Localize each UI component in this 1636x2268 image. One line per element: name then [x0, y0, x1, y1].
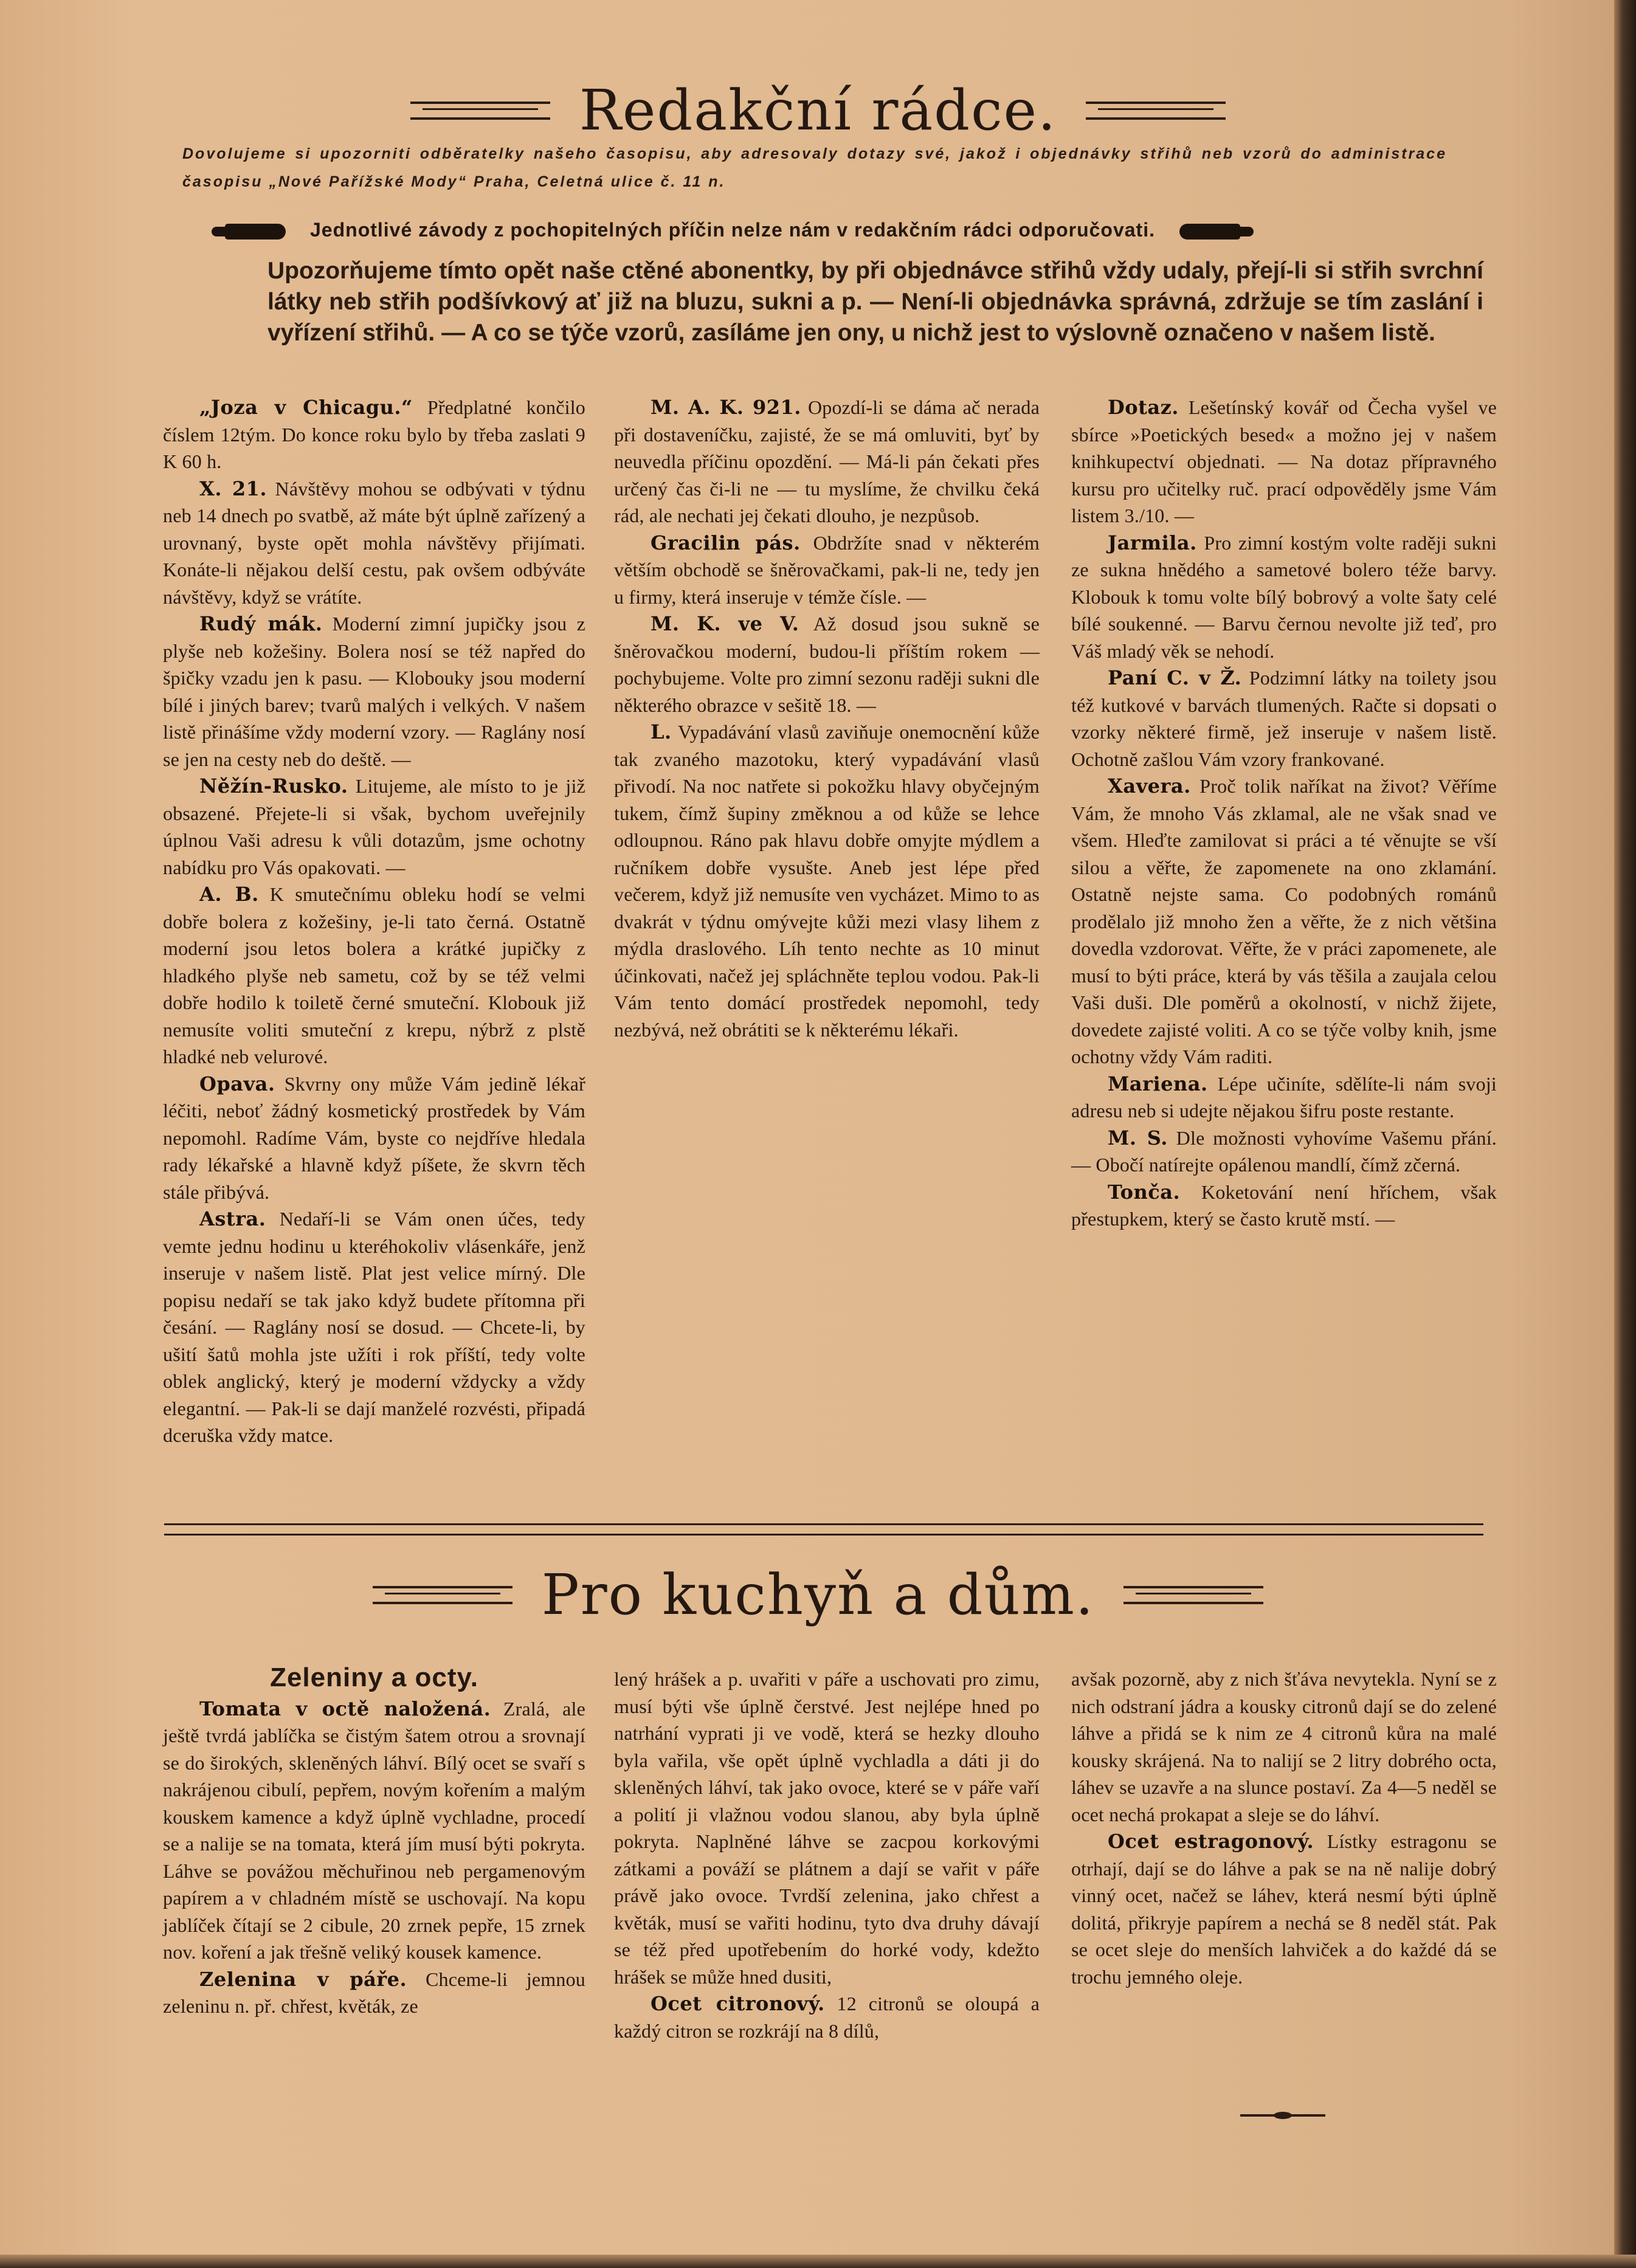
ornament-rule-left — [373, 1586, 513, 1604]
kitchen-column-1 — [163, 1664, 585, 2020]
section-title: Pro kuchyň a dům. — [541, 1562, 1095, 1627]
recipe-heading: Ocet estragonový. — [1108, 1830, 1314, 1853]
masthead-redakcni-radce — [0, 78, 1636, 143]
entry-paragraph — [163, 1070, 585, 1206]
rubric-column-2 — [614, 394, 1040, 1043]
entry-paragraph — [614, 529, 1040, 611]
entry-text: Skvrny ony může Vám jedině lékař léčiti, neboť žádný kosmetický prostředek by Vám nepomohl. Radíme Vám, byste co nejdříve hledala rady lékařské a hlavně když píšete, že skvrn těch stále přibývá. — [163, 1072, 585, 1203]
rubric-column-3 — [1071, 394, 1497, 1233]
entry-heading: Opava. — [199, 1072, 275, 1095]
entry-text: Opozdí-li se dáma ač nerada při dostaveníčku, zajisté, že se má omluviti, byť by neuvedla příčinu opozdění. — Má-li pán čekati přes určený čas či-li ne — tu myslíme, že chvilku čeká rád, ale nechati jej čekati dlouho, je nezpůsob. — [614, 396, 1040, 526]
entry-heading: Gracilin pás. — [651, 531, 801, 554]
ornament-rule-right — [1123, 1586, 1263, 1604]
page-bottom-edge — [0, 2255, 1636, 2268]
entry-text: Koketování není hříchem, však přestupkem, který se často krutě mstí. — — [1071, 1181, 1497, 1230]
entry-heading: „Joza v Chicagu.“ — [199, 396, 413, 419]
entry-text: Nedaří-li se Vám onen účes, tedy vemte jednu hodinu u kteréhokoliv vlásenkáře, jenž inseruje v našem listě. Plat jest velice mírný. Dle popisu nedaří se tak jako když budete přítomna při česání. — Raglány nosí se dosud. — Chcete-li, by ušití šatů mohla jste užíti i rok příští, tedy volte oblek anglický, který je moderní vždycky a vždy elegantní. — Pak-li se dají manželé rozvésti, připadá dceruška vždy matce. — [163, 1208, 585, 1446]
recipe-heading: Ocet citronový. — [651, 1992, 825, 2015]
entry-paragraph — [1071, 529, 1497, 665]
entry-text: Pro zimní kostým volte raději sukni ze sukna hnědého a sametové bolero téže barvy. Klobouk k tomu volte bílý bobrový a volte šaty celé bílé soukenné. — Barvu černou nevolte již teď, pro Váš mladý věk se nehodí. — [1071, 531, 1497, 662]
page-edge-shadow — [1614, 0, 1636, 2268]
end-ornament — [1240, 2114, 1325, 2117]
kitchen-column-2 — [614, 1666, 1040, 2044]
kitchen-column-3 — [1071, 1666, 1497, 1990]
pointing-hand-icon — [225, 224, 286, 240]
entry-text: Lešetínský kovář od Čecha vyšel ve sbírce »Poetických besed« a možno jej v našem knihkupectví objednati. — Na dotaz přípravného kursu pro učitelky ruč. prací odpověděly jsme Vám listem 3./10. — — [1071, 396, 1497, 526]
warning-text: Jednotlivé závody z pochopitelných příčin nelze nám v redakčním rádci odporučovati. — [310, 219, 1155, 241]
entry-text: Obdržíte snad v některém větším obchodě se šněrovačkami, pak-li ne, tedy jen u firmy, která inseruje v témže čísle. — — [614, 531, 1040, 608]
entry-text: Vypadávání vlasů zaviňuje onemocnění kůže tak zvaného mazotoku, který vypadávání vlasů přivodí. Na noc natřete si pokožku hlavy obyčejným tukem, čímž šupiny změknou a od kůže se lehce odloupnou. Ráno pak hlavu dobře omyjte mýdlem a ručníkem dobře vysušte. Aneb jest lépe před večerem, když již nemusíte ven vycházet. Mimo to as dvakrát v týdnu omývejte kůži mezi vlasy lihem z mýdla draslového. Líh tento nechte as 10 minut účinkovati, načež jej spláchněte teplou vodou. Pak-li Vám tento domácí prostředek nepomohl, tedy nezbývá, než obrátiti se k některému lékaři. — [614, 721, 1040, 1041]
subscriber-notice: Dovolujeme si upozorniti odběratelky našeho časopisu, aby adresovaly dotazy své, jakož i objednávky střihů neb vzorů do administrace časopisu „Nové Pařížské Mody“ Praha, Celetná ulice č. 11 n. — [182, 145, 1447, 190]
pointing-hand-icon — [1179, 224, 1240, 240]
entry-text: Dle možnosti vyhovíme Vašemu přání. — Obočí natírejte opálenou mandlí, čímž zčerná. — [1071, 1126, 1497, 1176]
entry-text: Návštěvy mohou se odbývati v týdnu neb 14 dnech po svatbě, až máte být úplně zařízený a urovnaný, byste opět mohla návštěvy přijímati. Konáte-li nějakou delší cestu, pak ovšem odbýváte návštěvy, když se vrátíte. — [163, 477, 586, 608]
entry-text: Lépe učiníte, sdělíte-li nám svoji adresu neb si udejte nějakou šifru poste restante. — [1071, 1072, 1497, 1122]
rubric-column-1 — [163, 394, 585, 1449]
masthead-pro-kuchyn — [0, 1562, 1636, 1627]
entry-paragraph — [163, 475, 585, 611]
entry-heading: L. — [651, 720, 672, 743]
entry-text: Moderní zimní jupičky jsou z plyše neb kožešiny. Bolera nosí se též napřed do špičky vzadu jen k pasu. — Klobouky jsou moderní bílé i jiných barev; tvarů malých i velkých. V našem listě přinášíme vždy moderní vzory. — Raglány nosí se jen na cesty neb do deště. — — [163, 613, 586, 770]
entry-text: Proč tolik naříkat na život? Věříme Vám, že mnoho Vás zklamal, ale ne však snad ve všem. Hleďte zamilovat si práci a té věnujte se vší silou a věřte, že zapomenete na ono zklamání. Ostatně nejste sama. Co podobných románů prodělalo již mnoho žen a věřte, že z nich většina dovedla vzdorovat. Věřte, že v práci zapomenete, ale musí to býti práce, která by vás těšila a zaujala celou Vaši duši. Dle poměrů a okolností, v nichž žijete, dovedete zajisté voliti. A co se týče volby knih, jsme ochotny vždy Vám raditi. — [1071, 775, 1497, 1067]
entry-paragraph — [1071, 1070, 1497, 1125]
entry-heading: Astra. — [199, 1207, 266, 1230]
entry-text: Litujeme, ale místo to je již obsazené. Přejete-li si však, bychom uveřejnily úplnou Vaši adresu k vůli dotazům, jsme ochotny nabídku pro Vás opakovati. — — [163, 775, 585, 878]
entry-paragraph — [163, 610, 585, 773]
entry-heading: X. 21. — [199, 477, 267, 500]
recipe-continuation: lený hrášek a p. uvařiti v páře a uschovati pro zimu, musí býti vše úplně čerstvé. Jest nejlépe hned po natrhání vyprati ji ve vodě, která se hezky dlouho byla vařila, vše opět úplně vychladla a dáti ji do skleněných láhví, tak jako ovoce, které se v páře vaří a polití ji vlažnou vodou slanou, aby byla úplně pokryta. Naplněné láhve se zacpou korkovými zátkami a pováží se plátnem a dají se vařit v páře právě jako ovoce. Tvrdší zelenina, jako chřest a květák, musí se vařiti hodinu, tyto dva druhy dávají se též před upotřebením do horké vody, kdežto hrášek se může hned dusiti, — [614, 1668, 1040, 1988]
entry-paragraph — [1071, 1125, 1497, 1179]
entry-heading: Mariena. — [1108, 1072, 1208, 1095]
entry-heading: Tonča. — [1108, 1180, 1181, 1204]
entry-paragraph — [614, 610, 1040, 719]
recipe-continuation: avšak pozorně, aby z nich šťáva nevytekla. Nyní se z nich odstraní jádra a kousky citronů dají se do zelené láhve a přidá se k nim ze 4 citronů kůra na malé kousky skrájená. Na to nalijí se 2 litry dobrého octa, láhev se uzavře a na slunce postaví. Za 4—5 neděl se ocet nechá prokapat a sleje se do láhví. — [1071, 1668, 1497, 1825]
entry-heading: A. B. — [199, 883, 259, 906]
entry-heading: Rudý mák. — [199, 612, 323, 635]
entry-heading: Jarmila. — [1108, 531, 1197, 554]
entry-heading: Něžín-Rusko. — [199, 774, 348, 798]
entry-paragraph — [614, 719, 1040, 1043]
recipe-paragraph — [163, 1966, 585, 2020]
recipe-text: Chceme-li jemnou zeleninu n. př. chřest, květák, ze — [163, 1968, 586, 2017]
entry-heading: Paní C. v Ž. — [1108, 666, 1242, 689]
warning-line — [225, 212, 1447, 248]
recipe-text: Lístky estragonu se otrhají, dají se do láhve a pak se na ně nalije dobrý vinný ocet, načež se láhev, která nesmí býti úplně dolitá, přikryje papírem a nechá se 8 neděl stát. Pak se ocet sleje do menších lahviček a do každé dá se trochu jemného oleje. — [1071, 1830, 1497, 1988]
ornament-rule-right — [1086, 102, 1226, 120]
entry-heading: M. K. ve V. — [651, 612, 799, 635]
entry-paragraph — [163, 1205, 585, 1449]
entry-heading: Xavera. — [1108, 774, 1191, 798]
entry-paragraph — [1071, 664, 1497, 773]
recipe-heading: Zelenina v páře. — [199, 1967, 407, 1991]
page-title: Redakční rádce. — [579, 78, 1057, 143]
section-divider — [164, 1523, 1483, 1536]
entry-text: Předplatné končilo číslem 12tým. Do konce roku bylo by třeba zaslati 9 K 60 h. — [163, 396, 585, 472]
entry-paragraph — [1071, 1179, 1497, 1233]
kitchen-subhead: Zeleniny a octy. — [270, 1663, 478, 1692]
recipe-paragraph — [163, 1695, 585, 1966]
entry-heading: Dotaz. — [1108, 396, 1179, 419]
recipe-heading: Tomata v octě naložená. — [199, 1697, 491, 1720]
entry-paragraph — [1071, 773, 1497, 1070]
entry-heading: M. A. K. 921. — [651, 396, 801, 419]
entry-paragraph — [614, 394, 1040, 529]
recipe-text: Zralá, ale ještě tvrdá jablíčka se čistým šatem otrou a srovnají se do širokých, skleněných láhví. Bílý ocet se svaří s nakrájenou cibulí, pepřem, novým kořením a malým kouskem kamence a když úplně vychladne, procedí se a nalije se na tomata, která jím musí býti pokryta. Láhve se povážou měchuřinou neb pergamenovým papírem a v chladném místě se uschovají. Na kopu jablíček čítají se 2 cibule, 20 zrnek pepře, 15 zrnek nov. koření a jak třešně veliký kousek kamence. — [163, 1697, 586, 1963]
entry-heading: M. S. — [1108, 1126, 1168, 1150]
entry-paragraph — [163, 773, 585, 881]
recipe-text: 12 citronů se oloupá a každý citron se rozkrájí na 8 dílů, — [614, 1993, 1040, 2042]
entry-text: Podzimní látky na toilety jsou též kutkové v barvách tlumených. Račte si dopsati o vzorky některé firmě, jež inseruje v našem listě. Ochotně zašlou Vám vzory frankované. — [1071, 667, 1497, 770]
lead-paragraph: Upozorňujeme tímto opět naše ctěné abonentky, by při objednávce střihů vždy udaly, přejí-li si střih svrchní látky neb střih podšívkový ať již na bluzu, sukni a p. — Není-li objednávka správná, zdržuje se tím zaslání i vyřízení střihů. — A co se týče vzorů, zasíláme jen ony, u nichž jest to výslovně označeno v našem listě. — [267, 258, 1483, 346]
ornament-rule-left — [410, 102, 550, 120]
recipe-paragraph — [614, 1990, 1040, 2044]
recipe-paragraph — [1071, 1828, 1497, 1990]
entry-paragraph — [163, 881, 585, 1070]
entry-text: Až dosud jsou sukně se šněrovačkou moderní, budou-li příštím rokem — pochybujeme. Volte pro zimní sezonu raději sukni dle některého obrazce v sešitě 18. — — [614, 613, 1040, 716]
entry-paragraph — [163, 394, 585, 475]
entry-text: K smutečnímu obleku hodí se velmi dobře bolera z kožešiny, je-li tato černá. Ostatně moderní jsou letos bolera a krátké jupičky z hladkého plyše neb sametu, což by se též velmi dobře hodilo k toiletě černé smuteční. Klobouk již nemusíte voliti smuteční z krepu, nýbrž z plstě hladké neb velurové. — [163, 883, 585, 1067]
entry-paragraph — [1071, 394, 1497, 529]
